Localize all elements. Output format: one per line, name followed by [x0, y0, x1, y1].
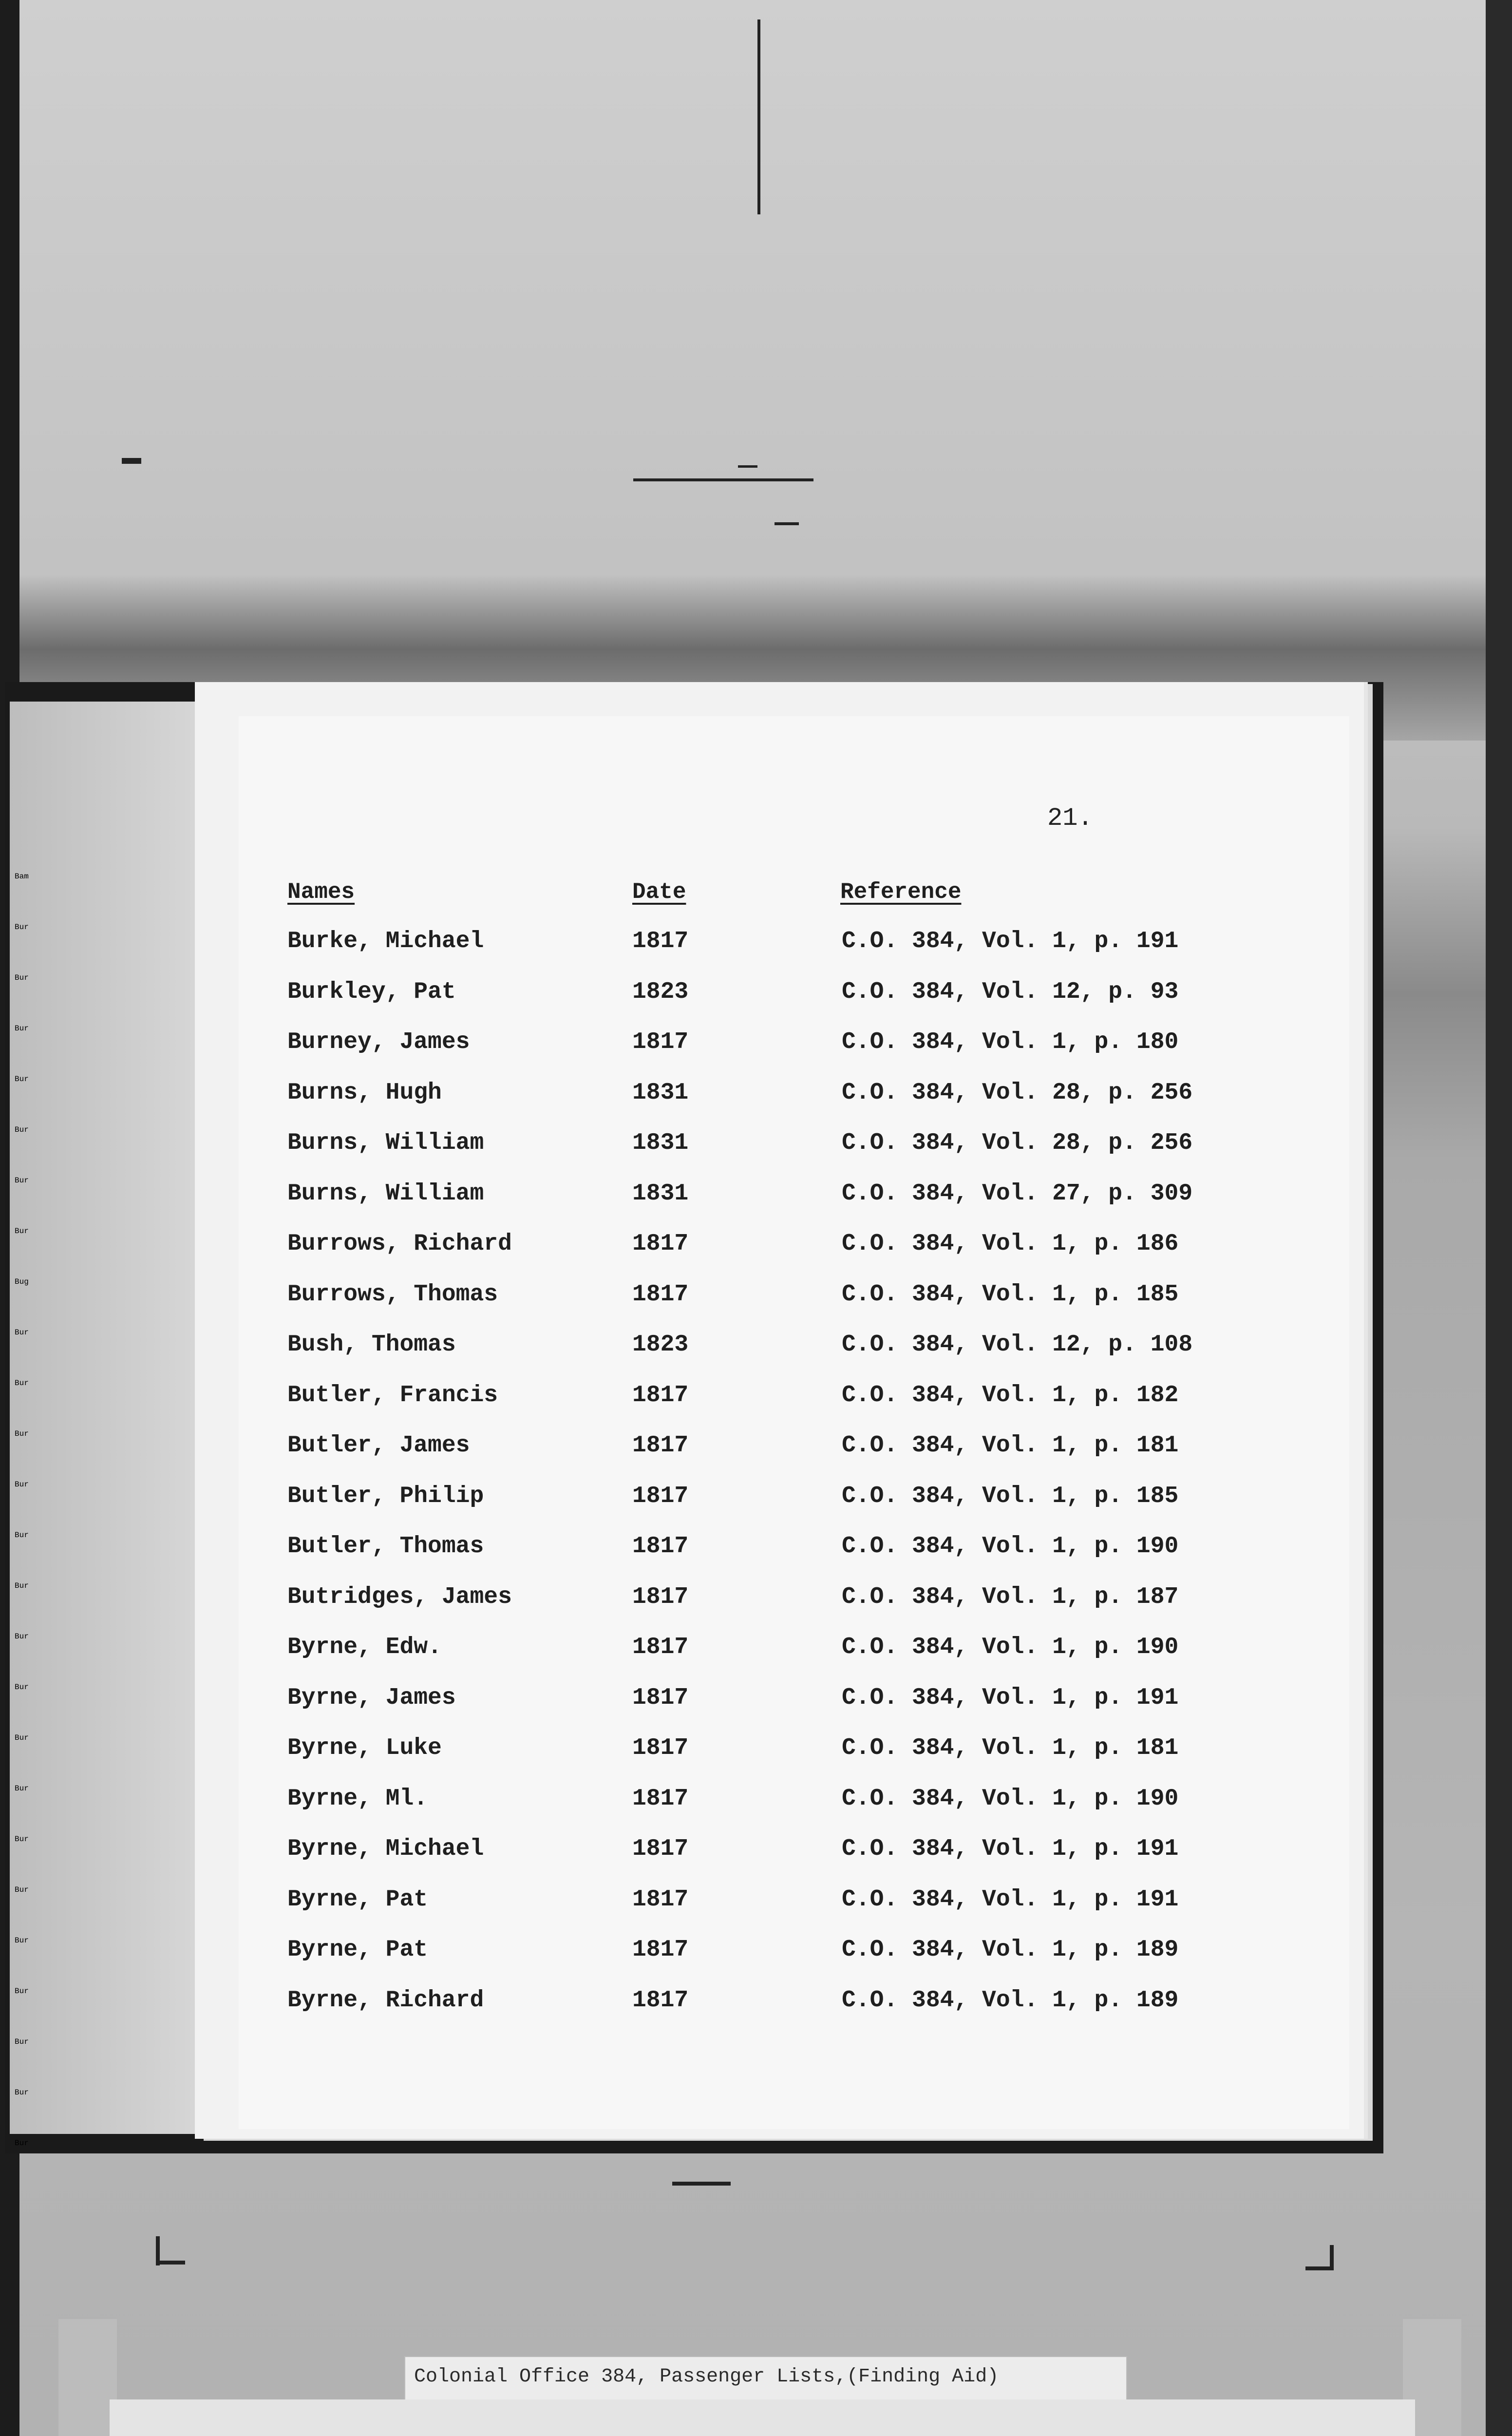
table-cell-name: Burrows, Richard — [287, 1231, 512, 1257]
table-cell-name: Burke, Michael — [287, 928, 484, 954]
table-cell-date: 1817 — [632, 1231, 689, 1257]
ghost-text: Bug — [15, 1277, 29, 1286]
table-cell-reference: C.O. 384, Vol. 1, p. 191 — [842, 1836, 1179, 1862]
ghost-text: Bur — [15, 1379, 29, 1388]
column-header-date: Date — [632, 879, 686, 905]
table-cell-date: 1817 — [632, 928, 689, 954]
table-cell-name: Byrne, James — [287, 1685, 456, 1711]
ghost-text: Bur — [15, 1936, 29, 1945]
ghost-text: Bur — [15, 1024, 29, 1033]
ghost-text: Bur — [15, 1125, 29, 1134]
table-cell-name: Burney, James — [287, 1029, 470, 1055]
table-cell-reference: C.O. 384, Vol. 12, p. 93 — [842, 979, 1179, 1005]
table-cell-name: Butler, James — [287, 1432, 470, 1459]
ghost-text: Bur — [15, 923, 29, 932]
table-cell-name: Butler, Philip — [287, 1483, 484, 1509]
film-mark — [775, 522, 799, 525]
film-mark — [633, 478, 813, 481]
table-cell-reference: C.O. 384, Vol. 1, p. 186 — [842, 1231, 1179, 1257]
table-cell-name: Byrne, Pat — [287, 1937, 428, 1963]
ghost-text: Bam — [15, 872, 29, 881]
table-cell-reference: C.O. 384, Vol. 1, p. 190 — [842, 1533, 1179, 1560]
table-cell-reference: C.O. 384, Vol. 1, p. 181 — [842, 1735, 1179, 1761]
table-cell-date: 1817 — [632, 1634, 689, 1660]
table-cell-name: Byrne, Luke — [287, 1735, 442, 1761]
table-cell-name: Burns, William — [287, 1130, 484, 1156]
label-card-edge — [58, 2319, 117, 2436]
ghost-text: Bur — [15, 1328, 29, 1337]
page-number: 21. — [1047, 804, 1093, 833]
ghost-text: Bur — [15, 1683, 29, 1692]
table-cell-name: Byrne, Ml. — [287, 1786, 428, 1812]
table-cell-date: 1817 — [632, 1987, 689, 2014]
table-cell-reference: C.O. 384, Vol. 1, p. 185 — [842, 1281, 1179, 1308]
table-cell-name: Butler, Thomas — [287, 1533, 484, 1560]
table-cell-name: Butridges, James — [287, 1584, 512, 1610]
ghost-text: Bur — [15, 1987, 29, 1996]
table-cell-date: 1831 — [632, 1130, 689, 1156]
ghost-text: Bur — [15, 2088, 29, 2097]
table-cell-name: Burkley, Pat — [287, 979, 456, 1005]
left-page — [10, 702, 195, 2134]
column-header-reference: Reference — [840, 879, 962, 905]
ghost-text: Bur — [15, 1227, 29, 1236]
table-cell-reference: C.O. 384, Vol. 1, p. 190 — [842, 1786, 1179, 1812]
table-cell-date: 1831 — [632, 1180, 689, 1207]
table-cell-reference: C.O. 384, Vol. 1, p. 190 — [842, 1634, 1179, 1660]
table-cell-date: 1823 — [632, 979, 689, 1005]
registration-mark — [156, 2261, 185, 2265]
table-cell-name: Byrne, Edw. — [287, 1634, 442, 1660]
table-cell-date: 1817 — [632, 1786, 689, 1812]
table-cell-reference: C.O. 384, Vol. 1, p. 191 — [842, 928, 1179, 954]
table-cell-reference: C.O. 384, Vol. 28, p. 256 — [842, 1080, 1193, 1106]
ghost-text: Bur — [15, 1429, 29, 1438]
ghost-text: Bur — [15, 1632, 29, 1641]
table-cell-name: Bush, Thomas — [287, 1332, 456, 1358]
column-header-names: Names — [287, 879, 355, 905]
ghost-text: Bur — [15, 2037, 29, 2046]
ghost-text: Bur — [15, 2139, 29, 2148]
ghost-text: Bur — [15, 1733, 29, 1742]
table-cell-name: Burns, Hugh — [287, 1080, 442, 1106]
table-cell-reference: C.O. 384, Vol. 1, p. 182 — [842, 1382, 1179, 1408]
table-cell-date: 1823 — [632, 1332, 689, 1358]
table-cell-reference: C.O. 384, Vol. 1, p. 187 — [842, 1584, 1179, 1610]
ghost-text: Bur — [15, 1480, 29, 1489]
film-edge-right — [1486, 0, 1512, 2436]
table-cell-reference: C.O. 384, Vol. 1, p. 191 — [842, 1685, 1179, 1711]
ghost-text: Bur — [15, 1531, 29, 1540]
table-cell-date: 1817 — [632, 1685, 689, 1711]
ghost-text: Bur — [15, 1835, 29, 1844]
archive-label-card — [110, 2399, 1415, 2436]
table-cell-reference: C.O. 384, Vol. 1, p. 180 — [842, 1029, 1179, 1055]
ghost-text: Bur — [15, 973, 29, 982]
table-cell-reference: C.O. 384, Vol. 1, p. 191 — [842, 1886, 1179, 1913]
table-cell-name: Byrne, Pat — [287, 1886, 428, 1913]
table-cell-date: 1817 — [632, 1483, 689, 1509]
table-cell-name: Burns, William — [287, 1180, 484, 1207]
film-mark — [672, 2182, 731, 2186]
table-cell-date: 1817 — [632, 1584, 689, 1610]
table-cell-date: 1817 — [632, 1029, 689, 1055]
film-mark — [757, 19, 760, 214]
ghost-text: Bur — [15, 1176, 29, 1185]
table-cell-date: 1817 — [632, 1281, 689, 1308]
table-cell-reference: C.O. 384, Vol. 1, p. 185 — [842, 1483, 1179, 1509]
table-cell-date: 1817 — [632, 1382, 689, 1408]
ghost-text: Bur — [15, 1075, 29, 1084]
table-cell-reference: C.O. 384, Vol. 1, p. 181 — [842, 1432, 1179, 1459]
film-mark — [122, 458, 141, 464]
ghost-text: Bur — [15, 1885, 29, 1894]
table-cell-name: Byrne, Richard — [287, 1987, 484, 2014]
table-cell-reference: C.O. 384, Vol. 1, p. 189 — [842, 1937, 1179, 1963]
table-cell-date: 1817 — [632, 1533, 689, 1560]
table-cell-name: Byrne, Michael — [287, 1836, 484, 1862]
table-cell-date: 1817 — [632, 1937, 689, 1963]
table-cell-date: 1817 — [632, 1432, 689, 1459]
table-cell-reference: C.O. 384, Vol. 12, p. 108 — [842, 1332, 1193, 1358]
ghost-text: Bur — [15, 1784, 29, 1793]
ghost-text: Bur — [15, 1581, 29, 1590]
table-cell-date: 1831 — [632, 1080, 689, 1106]
film-mark — [738, 465, 757, 468]
table-cell-date: 1817 — [632, 1886, 689, 1913]
table-cell-date: 1817 — [632, 1836, 689, 1862]
table-cell-reference: C.O. 384, Vol. 27, p. 309 — [842, 1180, 1193, 1207]
table-cell-reference: C.O. 384, Vol. 1, p. 189 — [842, 1987, 1179, 2014]
caption-text: Colonial Office 384, Passenger Lists,(Finding Aid) — [414, 2366, 999, 2388]
registration-mark — [1305, 2266, 1334, 2270]
table-cell-name: Butler, Francis — [287, 1382, 498, 1408]
table-cell-reference: C.O. 384, Vol. 28, p. 256 — [842, 1130, 1193, 1156]
table-cell-date: 1817 — [632, 1735, 689, 1761]
table-cell-name: Burrows, Thomas — [287, 1281, 498, 1308]
